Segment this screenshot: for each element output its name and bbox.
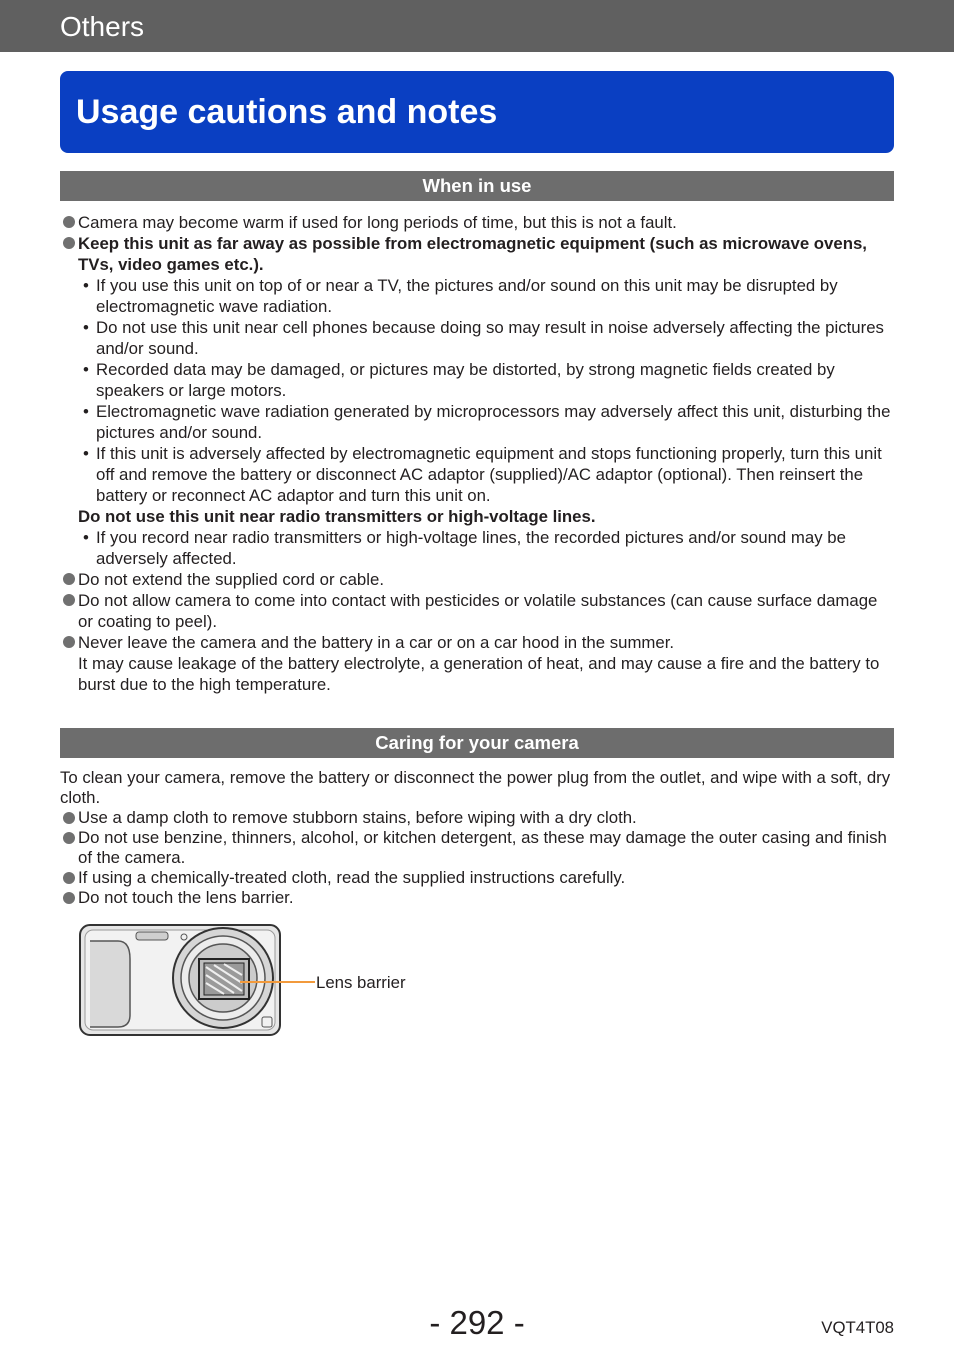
item-text: Do not touch the lens barrier. [78, 888, 294, 907]
list-item [60, 590, 896, 632]
bullet-icon [63, 892, 75, 904]
sub-item [60, 317, 896, 359]
list-item [60, 808, 896, 828]
caring-heading: Caring for your camera [60, 728, 894, 758]
when-in-use-heading: When in use [60, 171, 894, 201]
caring-content [60, 768, 896, 908]
middle-dot-icon: • [83, 276, 89, 295]
bullet-icon [63, 872, 75, 884]
sub-item-text: If you use this unit on top of or near a TV, the pictures and/or sound on this unit may be disrupted by electromagnetic wave radiation. [96, 276, 838, 316]
item-continuation: It may cause leakage of the battery electrolyte, a generation of heat, and may cause a fire and the battery to burst due to the high temperature. [78, 654, 880, 694]
sub-item [60, 359, 896, 401]
list-item [60, 868, 896, 888]
list-item [60, 569, 896, 590]
item-text: Do not extend the supplied cord or cable. [78, 570, 384, 589]
sub-item [60, 275, 896, 317]
sub-item-text: Do not use this unit near cell phones because doing so may result in noise adversely affecting the pictures and/or sound. [96, 318, 884, 358]
bullet-icon [63, 216, 75, 228]
item-text: Never leave the camera and the battery in a car or on a car hood in the summer. [78, 633, 675, 652]
camera-illustration [78, 919, 288, 1039]
middle-dot-icon: • [83, 528, 89, 547]
title-banner [60, 71, 894, 153]
page-number: - 292 - [429, 1304, 525, 1341]
page-title: Usage cautions and notes [76, 93, 498, 131]
item-text: If using a chemically-treated cloth, read the supplied instructions carefully. [78, 868, 626, 887]
sub-item [60, 527, 896, 569]
bullet-icon [63, 237, 75, 249]
leader-line [240, 981, 315, 983]
bullet-icon [63, 636, 75, 648]
radio-warning: Do not use this unit near radio transmitters or high-voltage lines. [78, 507, 596, 526]
sub-item-text: Electromagnetic wave radiation generated by microprocessors may adversely affect this unit, disturbing the pictures and/or sound. [96, 402, 891, 442]
sub-item-text: If you record near radio transmitters or high-voltage lines, the recorded pictures and/or sound may be adversely affected. [96, 528, 846, 568]
bullet-icon [63, 573, 75, 585]
sub-item-text: Recorded data may be damaged, or pictures may be distorted, by strong magnetic fields created by speakers or large motors. [96, 360, 835, 400]
document-code: VQT4T08 [821, 1318, 894, 1337]
list-item [60, 212, 896, 233]
list-item [60, 828, 896, 868]
section-label: Others [60, 11, 145, 42]
list-item [60, 233, 896, 275]
middle-dot-icon: • [83, 318, 89, 337]
bullet-icon [63, 594, 75, 606]
bullet-icon [63, 832, 75, 844]
item-text: Keep this unit as far away as possible from electromagnetic equipment (such as microwave ovens, TVs, video games etc.). [78, 234, 867, 274]
item-text: Use a damp cloth to remove stubborn stains, before wiping with a dry cloth. [78, 808, 637, 827]
item-text: Do not allow camera to come into contact with pesticides or volatile substances (can cause surface damage or coating to peel). [78, 591, 878, 631]
item-text: Camera may become warm if used for long periods of time, but this is not a fault. [78, 213, 677, 232]
list-item [60, 888, 896, 908]
middle-dot-icon: • [83, 360, 89, 379]
top-bar [0, 0, 954, 52]
sub-item [60, 443, 896, 506]
lens-barrier-label: Lens barrier [316, 973, 406, 992]
bullet-icon [63, 812, 75, 824]
camera-icon [78, 919, 288, 1039]
middle-dot-icon: • [83, 402, 89, 421]
sub-item [60, 401, 896, 443]
caring-intro: To clean your camera, remove the battery or disconnect the power plug from the outlet, and wipe with a soft, dry cloth. [60, 768, 891, 807]
sub-item-text: If this unit is adversely affected by electromagnetic equipment and stops functioning properly, turn this unit off and remove the battery or disconnect AC adaptor (supplied)/AC adaptor (optional). Then reinsert the battery or reconnect AC adaptor and turn this unit on. [96, 444, 882, 505]
middle-dot-icon: • [83, 444, 89, 463]
item-text: Do not use benzine, thinners, alcohol, or kitchen detergent, as these may damage the outer casing and finish of the camera. [78, 828, 887, 867]
list-item [60, 632, 896, 653]
when-in-use-content [60, 212, 896, 695]
